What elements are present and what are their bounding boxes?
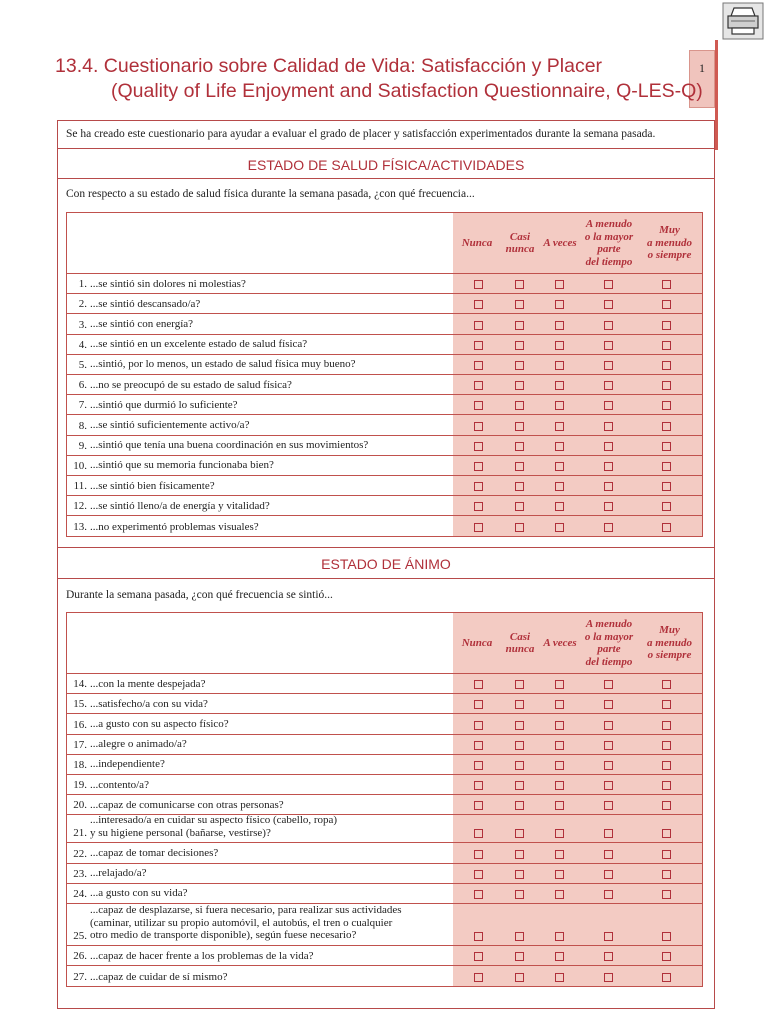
answer-checkbox-c4[interactable] [604, 401, 613, 410]
answer-checkbox-c5[interactable] [662, 850, 671, 859]
question-text: ...satisfecho/a con su vida? [90, 697, 208, 710]
question-text: ...alegre o animado/a? [90, 738, 187, 751]
answer-checkbox-c2[interactable] [515, 721, 524, 730]
question-text: ...contento/a? [90, 778, 149, 791]
answer-checkbox-c5[interactable] [662, 741, 671, 750]
answer-checkbox-c5[interactable] [662, 829, 671, 838]
answer-checkbox-c3[interactable] [555, 932, 564, 941]
answer-checkbox-c1[interactable] [474, 952, 483, 961]
answer-checkbox-c1[interactable] [474, 721, 483, 730]
column-header-c3: A veces [543, 236, 577, 249]
answer-checkbox-c2[interactable] [515, 300, 524, 309]
answer-checkbox-c5[interactable] [662, 700, 671, 709]
question-text: ...se sintió bien físicamente? [90, 479, 215, 492]
answer-checkbox-c1[interactable] [474, 300, 483, 309]
answer-checkbox-c3[interactable] [555, 781, 564, 790]
answer-checkbox-c3[interactable] [555, 300, 564, 309]
section-title-physical: ESTADO DE SALUD FÍSICA/ACTIVIDADES [247, 157, 525, 173]
question-number: 26. [73, 950, 87, 963]
answer-checkbox-c4[interactable] [604, 890, 613, 899]
question-row [67, 843, 702, 863]
answer-checkbox-c4[interactable] [604, 721, 613, 730]
answer-checkbox-c5[interactable] [662, 523, 671, 532]
answer-checkbox-c3[interactable] [555, 870, 564, 879]
question-text: ...se sintió suficientemente activo/a? [90, 419, 250, 431]
intro-text: Se ha creado este cuestionario para ayudar a evaluar el grado de placer y satisfacción experimentados durante la semana pasada. [66, 128, 656, 140]
answer-checkbox-c4[interactable] [604, 361, 613, 370]
question-text: ...se sintió en un excelente estado de salud física? [90, 338, 308, 351]
question-number: 14. [73, 678, 87, 691]
page-number: 1 [689, 50, 715, 108]
column-header-c5: Muy a menudo o siempre [647, 224, 692, 262]
question-number: 10. [73, 459, 87, 472]
question-row [67, 946, 702, 966]
question-number: 6. [78, 379, 87, 392]
question-number: 9. [78, 439, 87, 452]
title-spanish: 13.4. Cuestionario sobre Calidad de Vida: Satisfacción y Placer [55, 55, 603, 77]
question-text: ...relajado/a? [90, 867, 147, 880]
title-english: (Quality of Life Enjoyment and Satisfaction Questionnaire, Q-LES-Q) [111, 80, 703, 102]
answer-checkbox-c3[interactable] [555, 700, 564, 709]
answer-checkbox-c5[interactable] [662, 321, 671, 330]
answer-checkbox-c5[interactable] [662, 462, 671, 471]
answer-checkbox-c2[interactable] [515, 462, 524, 471]
answer-checkbox-c5[interactable] [662, 300, 671, 309]
question-row [67, 714, 702, 734]
question-row [67, 735, 702, 755]
divider [58, 148, 714, 149]
question-text: ...se sintió sin dolores ni molestias? [90, 277, 246, 290]
answer-checkbox-c4[interactable] [604, 741, 613, 750]
answer-checkbox-c4[interactable] [604, 700, 613, 709]
question-number: 3. [78, 318, 87, 331]
question-number: 25. [73, 929, 87, 942]
question-text: ...con la mente despejada? [90, 677, 206, 690]
answer-checkbox-c1[interactable] [474, 462, 483, 471]
answer-checkbox-c3[interactable] [555, 280, 564, 289]
answer-checkbox-c3[interactable] [555, 721, 564, 730]
question-number: 16. [73, 718, 87, 731]
question-table-mood [66, 612, 703, 987]
answer-checkbox-c3[interactable] [555, 462, 564, 471]
section-lead-mood: Durante la semana pasada, ¿con qué frecuencia se sintió... [66, 589, 333, 601]
answer-checkbox-c5[interactable] [662, 280, 671, 289]
answer-checkbox-c1[interactable] [474, 422, 483, 431]
answer-checkbox-c5[interactable] [662, 361, 671, 370]
answer-checkbox-c1[interactable] [474, 523, 483, 532]
question-number: 27. [73, 971, 87, 984]
question-text: ...capaz de hacer frente a los problemas de la vida? [90, 949, 314, 962]
answer-checkbox-c4[interactable] [604, 321, 613, 330]
answer-checkbox-c3[interactable] [555, 341, 564, 350]
question-row [67, 694, 702, 714]
question-number: 8. [78, 419, 87, 432]
answer-checkbox-c5[interactable] [662, 761, 671, 770]
question-row [67, 966, 702, 986]
question-number: 1. [78, 278, 87, 291]
answer-checkbox-c2[interactable] [515, 973, 524, 982]
answer-checkbox-c3[interactable] [555, 523, 564, 532]
answer-checkbox-c2[interactable] [515, 401, 524, 410]
section-lead-physical: Con respecto a su estado de salud física durante la semana pasada, ¿con qué frecuencia... [66, 188, 475, 200]
answer-checkbox-c4[interactable] [604, 502, 613, 511]
answer-checkbox-c4[interactable] [604, 381, 613, 390]
question-text: ...sintió, por lo menos, un estado de salud física muy bueno? [90, 358, 356, 371]
answer-checkbox-c3[interactable] [555, 361, 564, 370]
answer-checkbox-c5[interactable] [662, 381, 671, 390]
answer-checkbox-c3[interactable] [555, 973, 564, 982]
column-header-c4: A menudo o la mayor parte del tiempo [584, 218, 634, 268]
question-number: 18. [73, 758, 87, 771]
question-row [67, 904, 702, 946]
question-text: ...sintió que durmió lo suficiente? [90, 398, 238, 411]
question-number: 11. [73, 480, 87, 493]
answer-checkbox-c5[interactable] [662, 680, 671, 689]
answer-checkbox-c5[interactable] [662, 341, 671, 350]
answer-checkbox-c4[interactable] [604, 442, 613, 451]
question-text: ...no experimentó problemas visuales? [90, 520, 259, 533]
column-header-c5: Muy a menudo o siempre [647, 624, 692, 662]
answer-checkbox-c4[interactable] [604, 781, 613, 790]
answer-checkbox-c3[interactable] [555, 381, 564, 390]
answer-checkbox-c2[interactable] [515, 870, 524, 879]
answer-checkbox-c2[interactable] [515, 482, 524, 491]
question-number: 2. [78, 298, 87, 311]
question-row [67, 496, 702, 516]
question-number: 5. [78, 358, 87, 371]
column-header-c1: Nunca [461, 636, 493, 649]
question-row [67, 335, 702, 355]
answer-checkbox-c2[interactable] [515, 280, 524, 289]
answer-checkbox-c1[interactable] [474, 700, 483, 709]
column-header-c2: Casi nunca [505, 230, 535, 255]
answer-checkbox-c2[interactable] [515, 502, 524, 511]
answer-checkbox-c4[interactable] [604, 932, 613, 941]
answer-checkbox-c4[interactable] [604, 523, 613, 532]
question-row [67, 456, 702, 476]
question-number: 24. [73, 887, 87, 900]
printer-icon[interactable] [722, 2, 764, 40]
page-title [55, 54, 703, 104]
question-number: 17. [73, 738, 87, 751]
answer-checkbox-c3[interactable] [555, 442, 564, 451]
column-header-c1: Nunca [461, 236, 493, 249]
answer-checkbox-c3[interactable] [555, 952, 564, 961]
answer-checkbox-c5[interactable] [662, 973, 671, 982]
answer-checkbox-c1[interactable] [474, 741, 483, 750]
answer-checkbox-c5[interactable] [662, 721, 671, 730]
question-text: ...se sintió descansado/a? [90, 297, 201, 310]
question-number: 19. [73, 779, 87, 792]
answer-checkbox-c2[interactable] [515, 781, 524, 790]
answer-checkbox-c2[interactable] [515, 932, 524, 941]
answer-checkbox-c1[interactable] [474, 850, 483, 859]
answer-checkbox-c3[interactable] [555, 680, 564, 689]
column-header-c2: Casi nunca [505, 630, 535, 655]
answer-checkbox-c1[interactable] [474, 801, 483, 810]
answer-checkbox-c3[interactable] [555, 401, 564, 410]
question-text: ...se sintió lleno/a de energía y vitalidad? [90, 499, 270, 512]
question-row [67, 864, 702, 884]
answer-checkbox-c2[interactable] [515, 422, 524, 431]
answer-checkbox-c4[interactable] [604, 952, 613, 961]
answer-checkbox-c1[interactable] [474, 401, 483, 410]
answer-checkbox-c2[interactable] [515, 829, 524, 838]
answer-checkbox-c5[interactable] [662, 502, 671, 511]
answer-checkbox-c3[interactable] [555, 761, 564, 770]
answer-checkbox-c4[interactable] [604, 280, 613, 289]
question-text: ...sintió que su memoria funcionaba bien? [90, 459, 274, 472]
answer-checkbox-c5[interactable] [662, 952, 671, 961]
question-row [67, 436, 702, 456]
answer-checkbox-c3[interactable] [555, 890, 564, 899]
answer-checkbox-c4[interactable] [604, 850, 613, 859]
answer-checkbox-c5[interactable] [662, 801, 671, 810]
answer-checkbox-c1[interactable] [474, 870, 483, 879]
answer-checkbox-c4[interactable] [604, 482, 613, 491]
answer-checkbox-c5[interactable] [662, 890, 671, 899]
question-number: 21. [73, 827, 87, 840]
question-number: 12. [73, 500, 87, 513]
answer-checkbox-c2[interactable] [515, 952, 524, 961]
answer-checkbox-c5[interactable] [662, 422, 671, 431]
question-text: ...independiente? [90, 758, 165, 771]
answer-checkbox-c2[interactable] [515, 801, 524, 810]
divider [58, 178, 714, 179]
answer-checkbox-c2[interactable] [515, 850, 524, 859]
answer-checkbox-c4[interactable] [604, 761, 613, 770]
question-number: 4. [78, 338, 87, 351]
answer-checkbox-c3[interactable] [555, 801, 564, 810]
answer-checkbox-c1[interactable] [474, 761, 483, 770]
answer-checkbox-c5[interactable] [662, 870, 671, 879]
answer-checkbox-c4[interactable] [604, 870, 613, 879]
answer-checkbox-c4[interactable] [604, 462, 613, 471]
question-row [67, 674, 702, 694]
answer-checkbox-c1[interactable] [474, 781, 483, 790]
column-header-c3: A veces [543, 636, 577, 649]
answer-checkbox-c4[interactable] [604, 973, 613, 982]
answer-checkbox-c4[interactable] [604, 422, 613, 431]
question-number: 15. [73, 698, 87, 711]
answer-checkbox-c1[interactable] [474, 280, 483, 289]
answer-checkbox-c2[interactable] [515, 680, 524, 689]
answer-checkbox-c2[interactable] [515, 381, 524, 390]
answer-checkbox-c4[interactable] [604, 829, 613, 838]
answer-checkbox-c1[interactable] [474, 502, 483, 511]
answer-checkbox-c5[interactable] [662, 932, 671, 941]
question-row [67, 884, 702, 904]
answer-checkbox-c5[interactable] [662, 781, 671, 790]
question-text: ...sintió que tenía una buena coordinación en sus movimientos? [90, 439, 369, 452]
answer-checkbox-c3[interactable] [555, 829, 564, 838]
answer-checkbox-c1[interactable] [474, 890, 483, 899]
answer-checkbox-c1[interactable] [474, 973, 483, 982]
question-number: 23. [73, 867, 87, 880]
question-row [67, 476, 702, 496]
answer-checkbox-c3[interactable] [555, 850, 564, 859]
answer-checkbox-c4[interactable] [604, 300, 613, 309]
question-row [67, 314, 702, 334]
answer-checkbox-c1[interactable] [474, 482, 483, 491]
answer-checkbox-c4[interactable] [604, 341, 613, 350]
answer-checkbox-c1[interactable] [474, 381, 483, 390]
question-number: 22. [73, 847, 87, 860]
question-row [67, 415, 702, 435]
answer-checkbox-c1[interactable] [474, 341, 483, 350]
answer-checkbox-c1[interactable] [474, 829, 483, 838]
answer-checkbox-c3[interactable] [555, 422, 564, 431]
question-row [67, 375, 702, 395]
answer-checkbox-c4[interactable] [604, 680, 613, 689]
question-row [67, 755, 702, 775]
answer-checkbox-c2[interactable] [515, 361, 524, 370]
question-table-physical [66, 212, 703, 537]
answer-checkbox-c1[interactable] [474, 361, 483, 370]
question-row [67, 775, 702, 795]
column-header-c4: A menudo o la mayor parte del tiempo [584, 618, 634, 668]
answer-checkbox-c1[interactable] [474, 321, 483, 330]
question-row [67, 355, 702, 375]
question-row [67, 795, 702, 815]
answer-checkbox-c2[interactable] [515, 523, 524, 532]
answer-checkbox-c1[interactable] [474, 680, 483, 689]
question-text: ...se sintió con energía? [90, 318, 194, 331]
answer-checkbox-c5[interactable] [662, 482, 671, 491]
answer-checkbox-c1[interactable] [474, 932, 483, 941]
question-text: ...interesado/a en cuidar su aspecto físico (cabello, ropa) y su higiene personal (bañarse, vestirse)? [90, 814, 338, 839]
question-row [67, 815, 702, 843]
answer-checkbox-c5[interactable] [662, 442, 671, 451]
question-text: ...a gusto con su aspecto físico? [90, 718, 229, 731]
answer-checkbox-c3[interactable] [555, 482, 564, 491]
answer-checkbox-c1[interactable] [474, 442, 483, 451]
question-text: ...capaz de tomar decisiones? [90, 847, 219, 859]
answer-checkbox-c4[interactable] [604, 801, 613, 810]
question-row [67, 516, 702, 536]
question-number: 7. [78, 399, 87, 412]
question-text: ...a gusto con su vida? [90, 887, 188, 900]
question-row [67, 274, 702, 294]
question-text: ...capaz de cuidar de sí mismo? [90, 970, 228, 983]
question-row [67, 294, 702, 314]
answer-checkbox-c2[interactable] [515, 741, 524, 750]
answer-checkbox-c2[interactable] [515, 341, 524, 350]
question-text: ...no se preocupó de su estado de salud física? [90, 378, 292, 391]
column-header-row [67, 213, 702, 274]
divider [58, 578, 714, 579]
column-header-row [67, 613, 702, 674]
answer-checkbox-c3[interactable] [555, 741, 564, 750]
divider [58, 547, 714, 548]
answer-checkbox-c5[interactable] [662, 401, 671, 410]
answer-checkbox-c3[interactable] [555, 502, 564, 511]
answer-checkbox-c2[interactable] [515, 890, 524, 899]
question-text: ...capaz de comunicarse con otras personas? [90, 798, 284, 811]
answer-checkbox-c2[interactable] [515, 761, 524, 770]
answer-checkbox-c3[interactable] [555, 321, 564, 330]
section-title-mood: ESTADO DE ÁNIMO [321, 556, 451, 572]
answer-checkbox-c2[interactable] [515, 700, 524, 709]
page-edge-strip [715, 40, 718, 150]
answer-checkbox-c2[interactable] [515, 321, 524, 330]
question-number: 20. [73, 799, 87, 812]
question-row [67, 395, 702, 415]
question-text: ...capaz de desplazarse, si fuera necesario, para realizar sus actividades (caminar, utilizar su propio automóvil, el autobús, el tren o cualquier otro medio de transporte disponible), según fuese necesario? [90, 904, 402, 942]
question-number: 13. [73, 521, 87, 534]
answer-checkbox-c2[interactable] [515, 442, 524, 451]
